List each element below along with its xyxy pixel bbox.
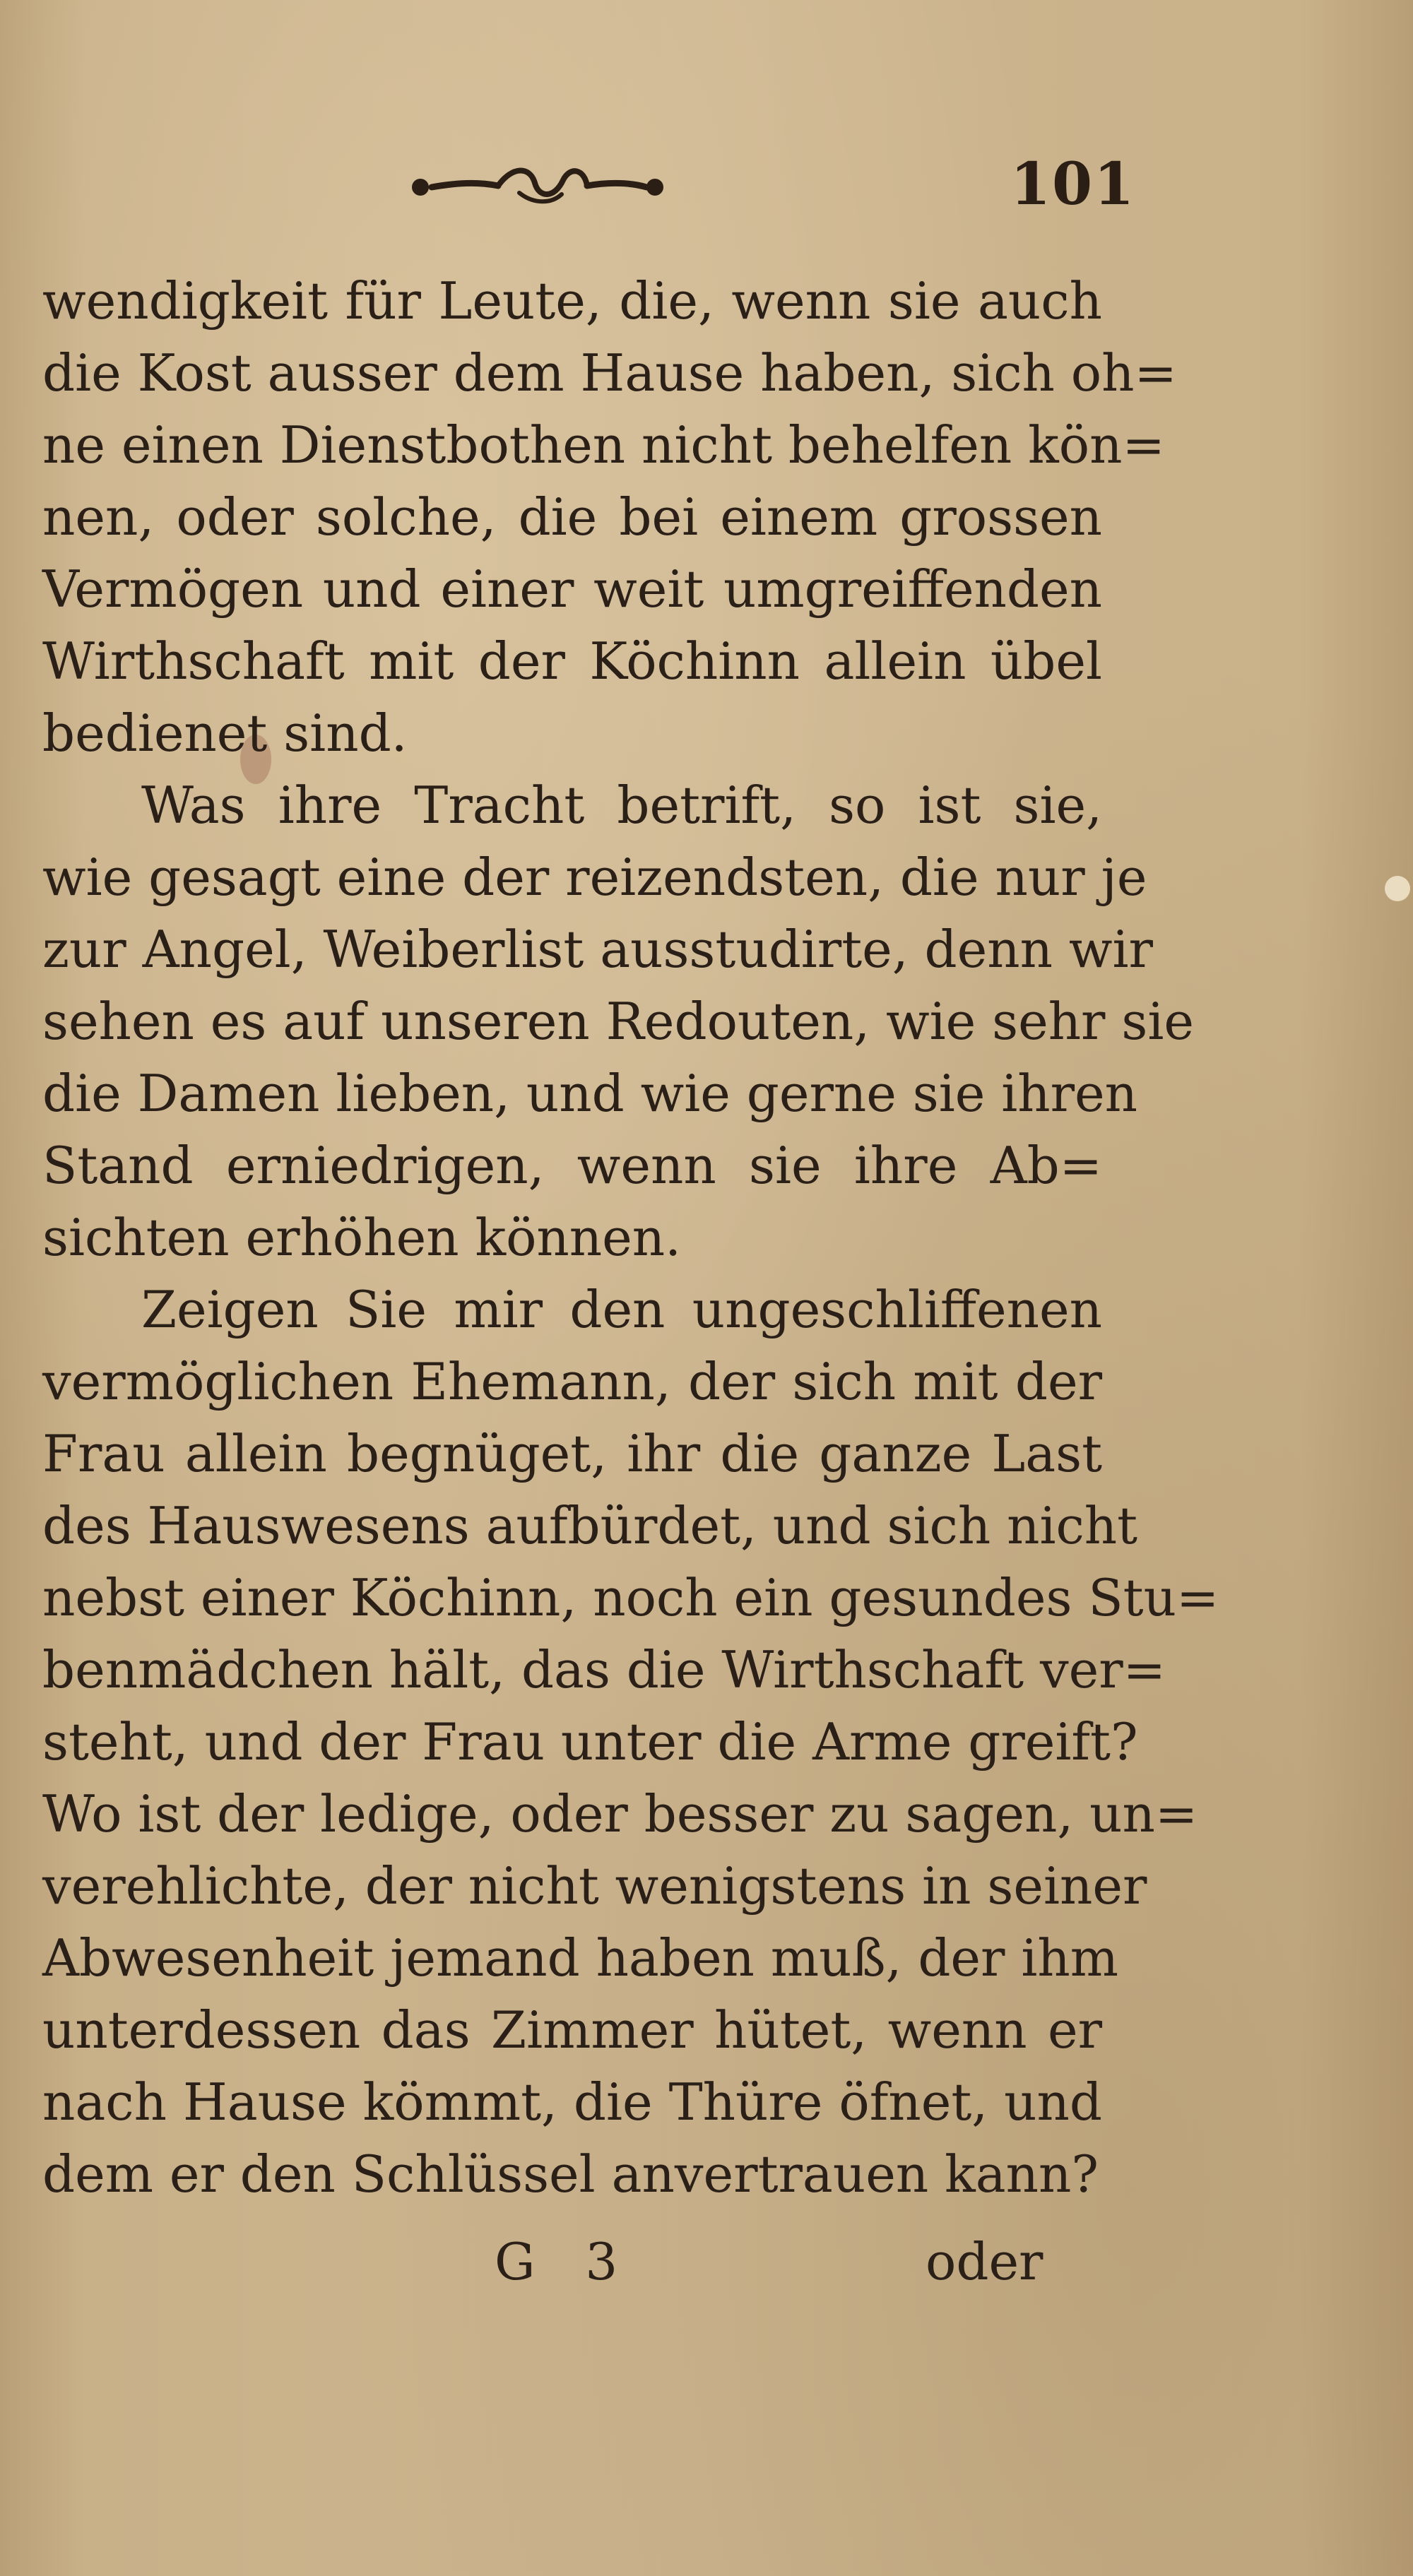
text-line: Wirthschaft mit der Köchinn allein übel (42, 631, 1102, 691)
catchword: oder (926, 2232, 1044, 2291)
paragraph (42, 265, 1177, 769)
text-line: Wo ist der ledige, oder besser zu sagen, un= (42, 1784, 1198, 1844)
page-header (0, 138, 1413, 230)
text-line: steht, und der Frau unter die Arme greift? (42, 1712, 1138, 1771)
text-line: sichten erhöhen können. (42, 1208, 682, 1267)
text-line: zur Angel, Weiberlist ausstudirte, denn wir (42, 920, 1153, 979)
body-text (42, 265, 1219, 2210)
text-line: Stand erniedrigen, wenn sie ihre Ab= (42, 1136, 1102, 1195)
text-line: nebst einer Köchinn, noch ein gesundes Stu= (42, 1568, 1219, 1627)
paragraph (42, 1274, 1219, 2210)
text-line: wie gesagt eine der reizendsten, die nur je (42, 848, 1147, 907)
text-line: wendigkeit für Leute, die, wenn sie auch (42, 271, 1102, 331)
text-line: nen, oder solche, die bei einem grossen (42, 487, 1102, 547)
header-ornament (406, 152, 668, 215)
text-line: benmädchen hält, das die Wirthschaft ver= (42, 1640, 1166, 1699)
signature-mark: G 3 (495, 2232, 635, 2291)
text-line: die Kost ausser dem Hause haben, sich oh= (42, 343, 1177, 403)
page-number: 101 (1010, 150, 1136, 218)
text-line: bedienet sind. (42, 704, 408, 763)
text-line: die Damen lieben, und wie gerne sie ihren (42, 1064, 1138, 1123)
text-line: Zeigen Sie mir den ungeschliffenen (141, 1280, 1102, 1339)
text-line: Frau allein begnüget, ihr die ganze Last (42, 1424, 1102, 1483)
text-line: sehen es auf unseren Redouten, wie sehr sie (42, 992, 1194, 1051)
text-line: verehlichte, der nicht wenigstens in seiner (42, 1856, 1147, 1916)
text-line: vermöglichen Ehemann, der sich mit der (42, 1352, 1102, 1411)
text-line: Was ihre Tracht betrift, so ist sie, (141, 776, 1102, 835)
text-line: ne einen Dienstbothen nicht behelfen kön= (42, 415, 1165, 475)
text-line: Abwesenheit jemand haben muß, der ihm (42, 1928, 1119, 1988)
text-line: dem er den Schlüssel anvertrauen kann? (42, 2144, 1099, 2204)
paper-stain (1385, 876, 1410, 901)
paragraph (42, 769, 1194, 1274)
text-line: nach Hause kömmt, die Thüre öfnet, und (42, 2072, 1102, 2132)
text-line: des Hauswesens aufbürdet, und sich nicht (42, 1496, 1138, 1555)
text-line: unterdessen das Zimmer hütet, wenn er (42, 2000, 1102, 2060)
page-footer (0, 2232, 1413, 2317)
text-line: Vermögen und einer weit umgreiffenden (42, 559, 1102, 619)
